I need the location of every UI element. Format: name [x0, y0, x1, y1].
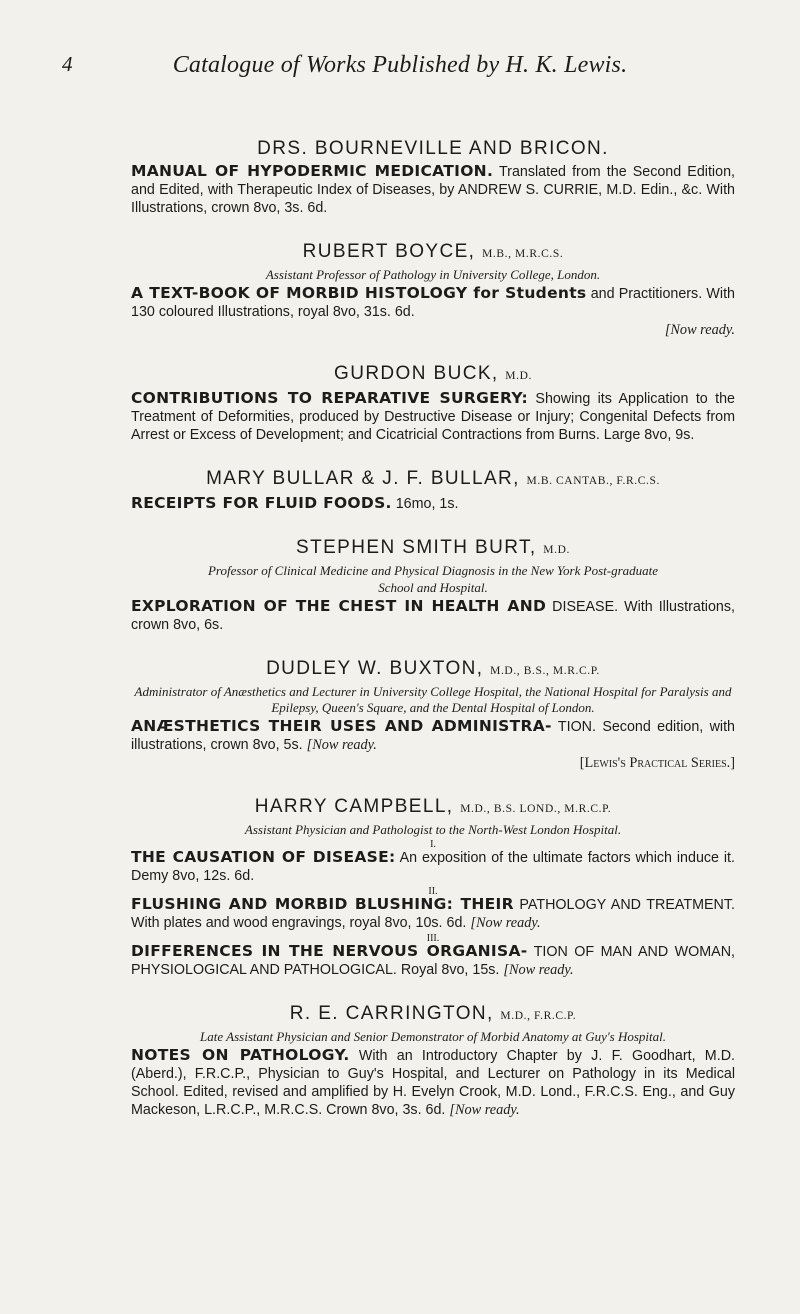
catalogue-entry-boyce: [131, 241, 735, 339]
series-name: [Lewis's Practical Series.]: [579, 755, 735, 771]
author-degrees: M.D., B.S. LOND., M.R.C.P.: [460, 803, 612, 815]
book-description: PATHOLOGY AND TREATMENT. With plates and wood engravings, royal 8vo, 10s. 6d.: [131, 897, 736, 931]
catalogue-entry-campbell: [131, 796, 735, 979]
author-heading: [131, 468, 735, 492]
author-name: MARY BULLAR & J. F. BULLAR,: [206, 468, 520, 489]
author-affiliation: Administrator of Anæsthetics and Lecturer in University College Hospital, the National Hospital for Paralysis and Epilepsy, Queen's Square, and the Dental Hospital of London.: [134, 684, 732, 715]
catalogue-entry-bullar: [131, 468, 735, 513]
publication-status: [Now ready.: [664, 322, 735, 338]
entry-body: [131, 942, 735, 979]
author-name: DRS. BOURNEVILLE AND BRICON.: [257, 138, 609, 159]
entry-body: [131, 162, 735, 217]
publication-status: [Now ready.: [470, 915, 541, 931]
book-description: An exposition of the ultimate factors which induce it. Demy 8vo, 12s. 6d.: [131, 850, 735, 884]
publication-status: [Now ready.: [503, 962, 574, 978]
author-name: DUDLEY W. BUXTON,: [266, 658, 484, 679]
work-numeral: II.: [428, 886, 438, 897]
book-title: A TEXT-BOOK OF MORBID HISTOLOGY for Students: [131, 284, 587, 302]
book-description: With an Introductory Chapter by J. F. Goodhart, M.D. (Aberd.), F.R.C.P., Physician to Guy's Hospital, and Lecturer on Pathology in its Medical School. Edited, revised and amplified by H. Evelyn Crook, M.D. Lond., F.R.C.S. Eng., and Guy Mackeson, L.R.C.P., M.R.C.S. Crown 8vo, 3s. 6d.: [131, 1048, 735, 1118]
book-title: MANUAL OF HYPODERMIC MEDICATION.: [131, 162, 494, 180]
author-name: RUBERT BOYCE,: [302, 241, 476, 262]
book-description: and Practitioners. With 130 coloured Illustrations, royal 8vo, 31s. 6d.: [131, 286, 735, 320]
entry-body: [131, 389, 735, 444]
work-numeral: I.: [430, 839, 436, 850]
entry-body: [131, 494, 735, 513]
author-affiliation-cont: School and Hospital.: [378, 580, 488, 595]
book-title: FLUSHING AND MORBID BLUSHING: THEIR: [131, 895, 514, 913]
book-title: NOTES ON PATHOLOGY.: [131, 1046, 350, 1064]
book-title: DIFFERENCES IN THE NERVOUS ORGANISA-: [131, 942, 528, 960]
author-affiliation: Assistant Physician and Pathologist to the North-West London Hospital.: [244, 822, 622, 837]
entry-body: [131, 895, 735, 932]
catalogue-entry-buxton: [131, 658, 735, 772]
author-name: STEPHEN SMITH BURT,: [296, 537, 537, 558]
author-heading: [131, 796, 735, 820]
running-header: [0, 52, 800, 82]
catalogue-entry-buck: [131, 363, 735, 444]
author-affiliation: Professor of Clinical Medicine and Physical Diagnosis in the New York Post-graduate: [207, 563, 659, 578]
book-title: RECEIPTS FOR FLUID FOODS.: [131, 494, 392, 512]
book-description: DISEASE. With Illustrations, crown 8vo, 6s.: [131, 599, 735, 633]
page-number: 4: [62, 52, 73, 76]
book-title: EXPLORATION OF THE CHEST IN HEALTH AND: [131, 597, 547, 615]
entry-body: [131, 1046, 735, 1119]
author-degrees: M.D.: [505, 370, 532, 382]
work-numeral: III.: [426, 933, 440, 944]
author-heading: [131, 363, 735, 387]
book-description: Showing its Application to the Treatment of Deformities, produced by Destructive Disease or Injury; Congenital Defects from Arrest or Excess of Development; and Cicatricial Contractions from Burns. Large 8vo, 9s.: [131, 391, 735, 443]
catalogue-entry-bourneville: [131, 138, 735, 217]
entry-body: [131, 717, 735, 754]
publication-status: [Now ready.: [306, 737, 377, 753]
book-description: TION OF MAN AND WOMAN, PHYSIOLOGICAL AND PATHOLOGICAL. Royal 8vo, 15s.: [131, 944, 735, 978]
author-heading: [131, 241, 735, 265]
publication-status: [Now ready.: [449, 1102, 520, 1118]
catalogue-entries: [131, 138, 735, 1143]
catalogue-entry-burt: [131, 537, 735, 634]
running-title: Catalogue of Works Published by H. K. Lewis.: [172, 52, 628, 78]
entry-body: [131, 597, 735, 634]
author-degrees: M.B. CANTAB., F.R.C.S.: [526, 475, 660, 487]
author-degrees: M.B., M.R.C.S.: [482, 248, 564, 260]
author-name: R. E. CARRINGTON,: [289, 1003, 494, 1024]
author-name: GURDON BUCK,: [334, 363, 499, 384]
book-description: TION. Second edition, with illustrations, crown 8vo, 5s.: [131, 719, 736, 753]
book-description: 16mo, 1s.: [395, 496, 459, 512]
book-title: THE CAUSATION OF DISEASE:: [131, 848, 396, 866]
catalogue-entry-carrington: [131, 1003, 735, 1119]
entry-body: [131, 284, 735, 321]
author-degrees: M.D., B.S., M.R.C.P.: [490, 665, 600, 677]
author-heading: [131, 537, 735, 561]
author-affiliation: Late Assistant Physician and Senior Demonstrator of Morbid Anatomy at Guy's Hospital.: [200, 1029, 666, 1044]
book-title: ANÆSTHETICS THEIR USES AND ADMINISTRA-: [131, 717, 552, 735]
author-degrees: M.D.: [543, 544, 570, 556]
author-degrees: M.D., F.R.C.P.: [500, 1010, 577, 1022]
book-description: Translated from the Second Edition, and Edited, with Therapeutic Index of Diseases, by ANDREW S. CURRIE, M.D. Edin., &c. With Illustrations, crown 8vo, 3s. 6d.: [131, 164, 735, 216]
author-name: HARRY CAMPBELL,: [254, 796, 454, 817]
author-heading: [131, 658, 735, 682]
book-title: CONTRIBUTIONS TO REPARATIVE SURGERY:: [131, 389, 529, 407]
entry-body: [131, 848, 735, 885]
author-affiliation: Assistant Professor of Pathology in University College, London.: [265, 267, 601, 282]
author-heading: [131, 1003, 735, 1027]
